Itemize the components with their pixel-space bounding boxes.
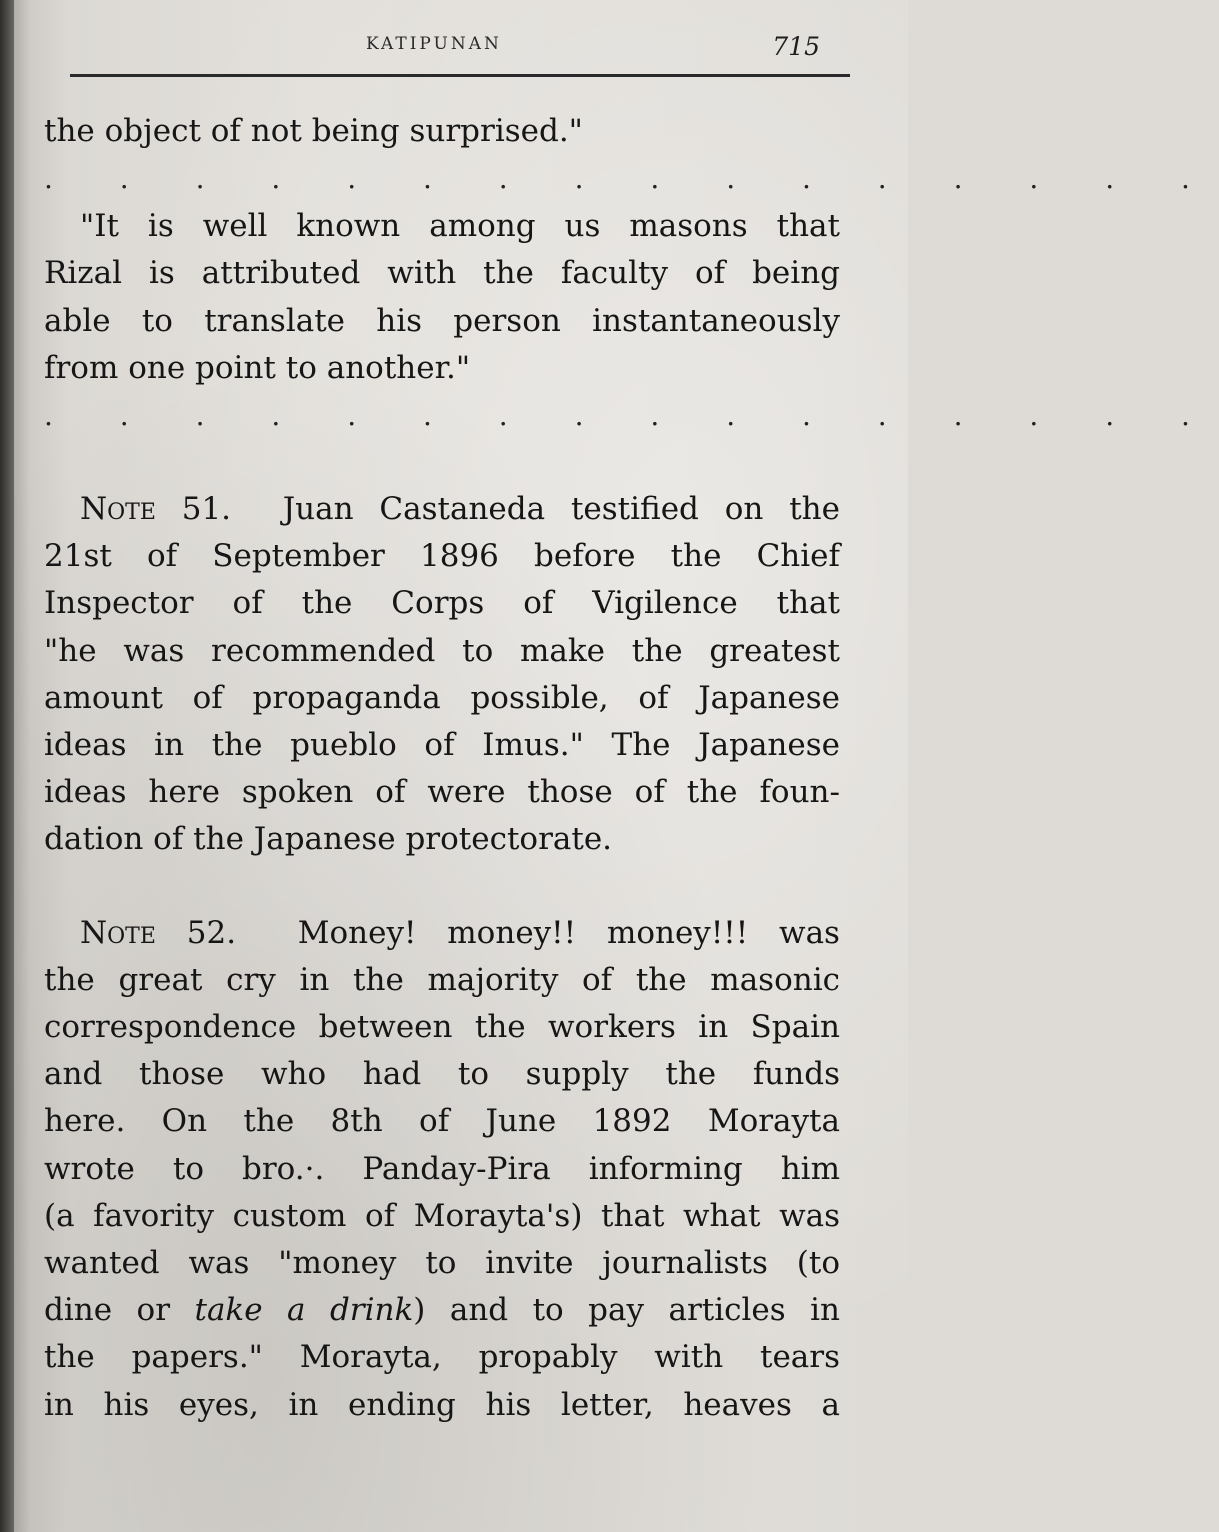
ellipsis-row: . . . . . . . . . . . . . . . . — [44, 162, 1219, 196]
text-line: from one point to another." — [44, 349, 471, 386]
text-line: ideas in the pueblo of Imus." The Japanese — [44, 727, 840, 764]
text-line: ideas here spoken of were those of the foun- — [44, 774, 840, 811]
text-line: "It is well known among us masons that — [80, 208, 840, 245]
paragraph-gap — [44, 864, 840, 910]
text-line: (a favority custom of Morayta's) that what was — [44, 1197, 840, 1234]
note-label: Note 51. — [80, 491, 232, 528]
note-51-paragraph — [44, 486, 840, 864]
text-line: "he was recommended to make the greatest — [44, 632, 840, 669]
text-line: dation of the Japanese protectorate. — [44, 821, 613, 858]
running-title: KATIPUNAN — [366, 34, 502, 54]
text-line: able to translate his person instantaneously — [44, 302, 840, 339]
running-head — [70, 28, 850, 77]
note-first-line-text: Juan Castaneda testified on the — [282, 491, 840, 528]
quote-end-line: the object of not being surprised." — [44, 113, 583, 149]
paragraph-gap — [44, 440, 840, 486]
text-line: here. On the 8th of June 1892 Morayta — [44, 1103, 840, 1140]
text-line: Rizal is attributed with the faculty of being — [44, 255, 840, 292]
note-first-line — [44, 486, 840, 533]
text-line: 21st of September 1896 before the Chief — [44, 538, 840, 575]
text-line: wanted was "money to invite journalists (to — [44, 1245, 840, 1282]
text-fragment: dine or — [44, 1292, 171, 1329]
text-line: Inspector of the Corps of Vigilence that — [44, 585, 840, 622]
text-line: wrote to bro.·. Panday-Pira informing him — [44, 1150, 840, 1187]
page-number: 715 — [772, 32, 820, 61]
text-line: and those who had to supply the funds — [44, 1056, 840, 1093]
note-label: Note 52. — [80, 914, 237, 951]
text-line: correspondence between the workers in Spain — [44, 1009, 840, 1046]
text-line: the papers." Morayta, propably with tears — [44, 1339, 840, 1376]
page-body — [44, 108, 1219, 1429]
ellipsis-row: . . . . . . . . . . . . . . . . — [44, 399, 1219, 433]
note-52-paragraph — [44, 910, 840, 1429]
text-line: amount of propaganda possible, of Japanese — [44, 679, 840, 716]
quote-paragraph — [44, 203, 840, 392]
text-fragment: ) and to pay articles in — [413, 1292, 841, 1329]
binding-shadow — [0, 0, 14, 1532]
note-first-line — [44, 910, 840, 957]
text-line: in his eyes, in ending his letter, heaves a — [44, 1386, 840, 1423]
text-line-with-italic — [44, 1287, 840, 1334]
note-first-line-text: Money! money!! money!!! was — [297, 914, 840, 951]
italic-phrase: take a drink — [194, 1292, 414, 1329]
text-line: the great cry in the majority of the masonic — [44, 961, 840, 998]
